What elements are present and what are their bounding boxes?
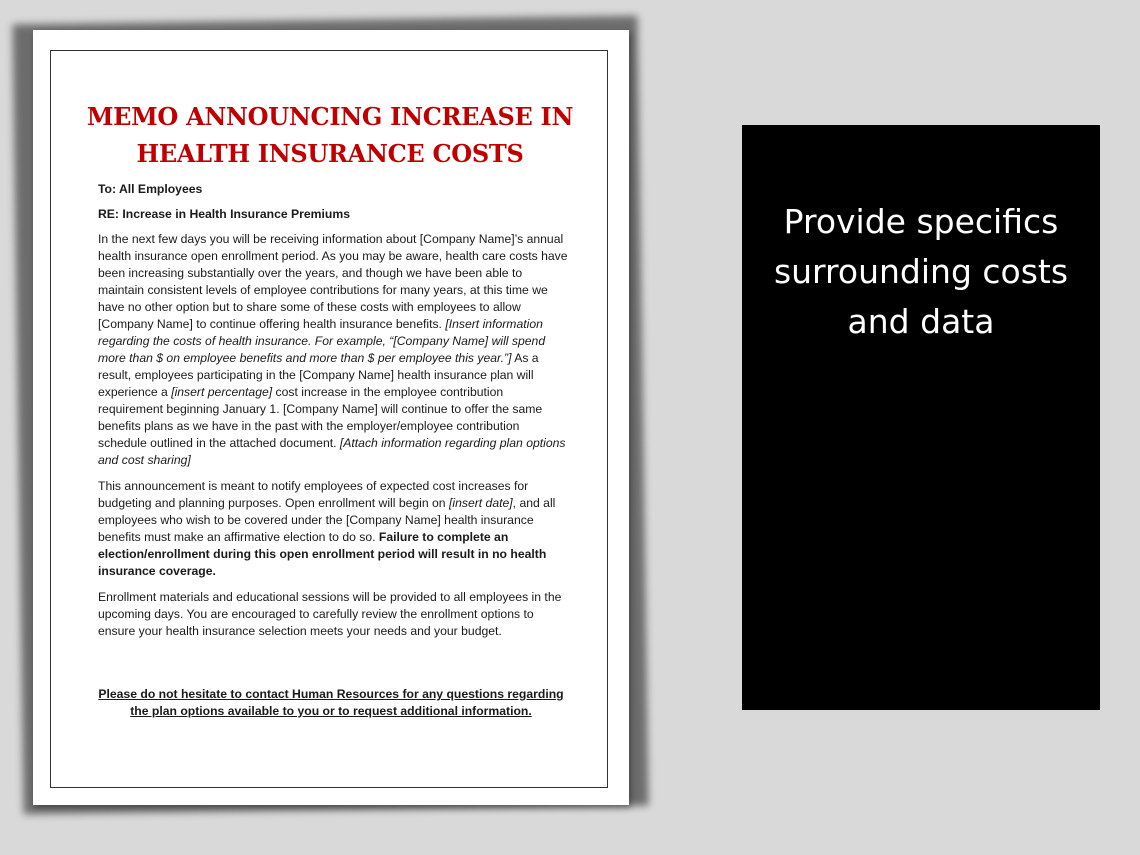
panel-caption: Provide specifics surrounding costs and data: [773, 202, 1069, 341]
memo-closing: Please do not hesitate to contact Human Resources for any questions regarding the plan options available to you or to request additional information.: [98, 687, 564, 718]
p2-text-a: This announcement is meant to notify employees of expected cost increases for budgeting and planning purposes. Open enrollment will begin on: [98, 479, 529, 510]
p1-text-c: As a result, employees participating in the [Company Name] health insurance plan will experience a: [98, 351, 539, 399]
p1-text-a: In the next few days you will be receiving information about [Company Name]’s annual health insurance open enrollment period. As you may be aware, health care costs have been increasing substantially over the years, and though we have been able to maintain consistent levels of employee contributions for many years, at this time we have no other option but to share some of these costs with employees to allow [Company Name] to continue offering health insurance benefits.: [98, 232, 568, 331]
p2-warning: Failure to complete an election/enrollment during this open enrollment period will result in no health insurance coverage.: [98, 530, 547, 578]
p1-placeholder-percentage: [insert percentage]: [171, 385, 273, 399]
memo-re: RE: Increase in Health Insurance Premiums: [98, 207, 350, 221]
p1-placeholder-attach: [Attach information regarding plan options and cost sharing]: [98, 436, 566, 467]
memo-paragraph-3: Enrollment materials and educational sessions will be provided to all employees in the upcoming days. You are encouraged to carefully review the enrollment options to ensure your health insurance selection meets your needs and your budget.: [98, 590, 562, 638]
memo-to: To: All Employees: [98, 182, 203, 196]
p2-text-c: , and all employees who wish to be covered under the [Company Name] health insurance benefits must make an affirmative election to do so.: [98, 496, 556, 544]
p1-placeholder-costs: [Insert information regarding the costs of health insurance. For example, “[Company Name] will spend more than $ on employee benefits and more than $ per employee this year.”]: [98, 317, 546, 365]
p1-text-e: cost increase in the employee contribution requirement beginning January 1. [Company Name] will continue to offer the same benefits plans as we have in the past with the employer/employee contribution schedule outlined in the attached document.: [98, 385, 543, 450]
p2-placeholder-date: [insert date]: [448, 496, 513, 510]
memo-paragraph-1: [98, 231, 568, 469]
memo-paragraph-2: [98, 478, 568, 580]
memo-title: MEMO ANNOUNCING INCREASE IN HEALTH INSURANCE COSTS: [86, 102, 574, 168]
memo-body: [98, 181, 568, 649]
info-panel: [742, 125, 1100, 710]
